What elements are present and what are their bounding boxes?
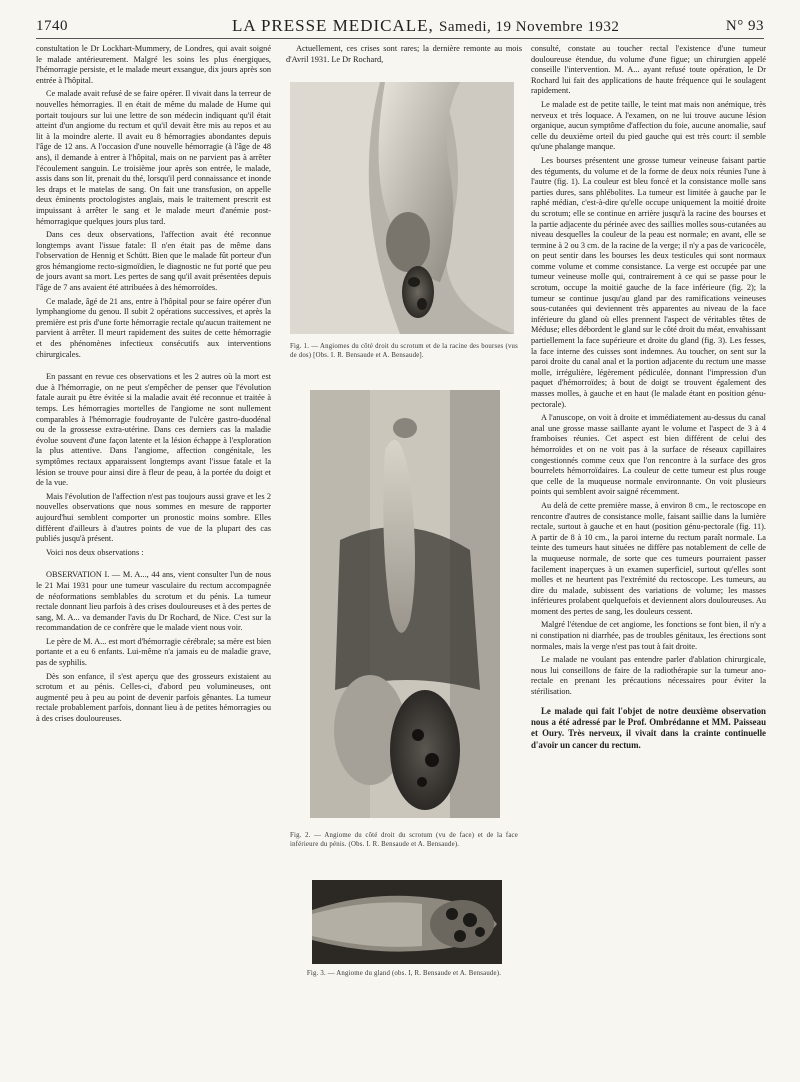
paragraph: consulté, constate au toucher rectal l'existence d'une tumeur douloureuse étendue, du volume d'une figue; un chirurgien appelé conseille l'intervention. M. A... ayant refusé toute opération, le Dr Rochard lui fait des applications de haute fréquence qui le soulagent rapidement. <box>531 44 766 96</box>
paragraph: Le malade qui fait l'objet de notre deuxième observation nous a été adressé par le Prof. Ombrédanne et MM. Paisseau et Oury. Très nerveux, il vivait dans la crainte continuelle d'avoir un cancer du rectum. <box>531 705 766 750</box>
paragraph: A l'anuscope, on voit à droite et immédiatement au-dessus du canal anal une grosse masse saillante ayant le volume et l'aspect de 3 à 4 framboises réunies. Cet aspect est bien différent de celui des hémorroïdes et on ne voit pas à la surface de réseaux capillaires congestionnés comme ceux que l'on rencontre à la surface des gros bourrelets hémorroïdaires. La couleur de cette tumeur est plus rouge que celle de la muqueuse normale environnante. On voit plusieurs points qui semblent avoir saigné récemment. <box>531 413 766 497</box>
journal-name: LA PRESSE MEDICALE, <box>232 16 434 35</box>
middle-intro-paragraph: Actuellement, ces crises sont rares; la dernière remonte au mois d'Avril 1931. Le Dr Rochard, <box>286 44 522 64</box>
paragraph: Le malade ne voulant pas entendre parler d'ablation chirurgicale, nous lui conseillons de faire de la radiothérapie sur la tumeur ano-rectale en prenant les précautions nécessaires pour éviter la stérilisation. <box>531 655 766 697</box>
figure-1-caption <box>290 343 518 360</box>
paragraph: Voici nos deux observations : <box>46 547 144 557</box>
figure-1-photo <box>290 82 514 334</box>
paragraph: Dès son enfance, il s'est aperçu que des grosseurs existaient au scrotum et au pénis. Celles-ci, d'abord peu volumineuses, ont augmenté peu à peu au point de devenir parfois gênantes. La tumeur rectale probablement parfois, donnant lieu à de petites hémorragies ou à des crises douloureuses. <box>36 671 271 724</box>
paragraph: Dans ces deux observations, l'affection avait été reconnue longtemps avant l'issue fatale: Il n'en était pas de même dans l'observation de Hennig et Schütt. Bien que le malade fût porteur d'un gros hémangiome recto-sigmoïdien, le diagnostic ne fut porté que peu de jours avant sa mort. Les pertes de sang qu'il avait présentées depuis l'âge de 7 ans avaient été attribuées à des hémorroïdes. <box>36 230 271 293</box>
left-column <box>36 44 271 1044</box>
paragraph: Ce malade, âgé de 21 ans, entre à l'hôpital pour se faire opérer d'un lymphangiome du genou. Il subit 2 opérations successives, et après la première est pris d'une forte hémorragie rectale qu'aucun traitement ne parvient à arrêter. Il meurt rapidement des suites de cette hémorragie et des phénomènes infectieux consécutifs aux interventions chirurgicales. <box>36 296 271 359</box>
paragraph: OBSERVATION I. — M. A..., 44 ans, vient consulter l'un de nous le 21 Mai 1931 pour une tumeur vasculaire du rectum accompagnée de néoformations semblables du scrotum et du pénis. La tumeur rectale donnant lieu parfois à des crises douloureuses et à des pertes de sang, M. A... va demander l'avis du Dr Rochard, de Nice. C'est sur la recommandation de ce confrère que le malade vient nous voir. <box>36 570 271 633</box>
page-number: 1740 <box>36 18 68 34</box>
paragraph: Malgré l'étendue de cet angiome, les fonctions se font bien, il n'y a ni constipation ni diarrhée, pas de troubles génitaux, les érections sont normales, mais la verge n'est pas tout à fait droite. <box>531 620 766 651</box>
paragraph: Les bourses présentent une grosse tumeur veineuse faisant partie des téguments, du volume et de la forme de deux noix réunies l'une à l'autre (fig. 1). La couleur est bleu foncé et la consistance molle sans parties dures, sans phlébolites. La tumeur est limitée à gauche par le raphé médian, c'est-à-dire qu'elle occupe uniquement la moitié droite du scrotum; elle se continue en arrière jusqu'à la racine des bourses et la partie adjacente du périnée avec des saillies molles sous-cutanées au niveau desquelles la couleur de la peau est normale; en avant, elle se termine à 2 ou 3 cm. de la racine de la verge; il n'y a pas de varicocèle, on peut sentir dans les bourses les deux testicules qui sont normaux comme volume et comme consistance. La verge est occupée par une tumeur veineuse molle qui, contrairement à ce qui se passe pour le scrotum, occupe la moitié gauche de la face inférieure (fig. 2); la tumeur se continue jusqu'au gland par des ramifications veineuses sous-cutanées qui deviennent très apparentes au niveau de la face inférieure du gland où elles prennent l'aspect de véritables têtes de Méduse; elles débordent le gland sur le côté droit du méat, envahissant partiellement la face supérieure et droite du gland (fig. 3). Les fesses, la face interne des cuisses sont indemnes. Au toucher, on sent sur la paroi droite du canal anal et la portion adjacente du rectum une masse molle, irrégulière, légèrement pédiculée, donnant l'impression d'un paquet d'hémorroïdes; à bout de doigt se trouvent également des masses molles, à gauche et en haut (le malade étant en position génu-pectorale). <box>531 155 766 409</box>
middle-column-text <box>286 44 522 65</box>
figure-3-photo <box>312 880 502 964</box>
paragraph: Le père de M. A... est mort d'hémorragie cérébrale; sa mère est bien portante et a eu 6 enfants. Lui-même n'a jamais eu de maladie grave, pas de syphilis. <box>36 636 271 668</box>
figure-3-caption <box>298 970 510 979</box>
running-header <box>36 16 764 38</box>
figure-3-caption-text: Fig. 3. — Angiome du gland (obs. I, R. Bensaude et A. Bensaude). <box>306 970 502 977</box>
header-rule <box>36 38 764 39</box>
issue-number: N° 93 <box>725 18 764 34</box>
paragraph: En passant en revue ces observations et les 2 autres où la mort est due à l'hémorragie, on ne peut s'empêcher de penser que l'évolution fatale aurait pu être évitée si la maladie avait été reconnue et traitée à temps. Les hémorragies mortelles de l'angiome ne sont nullement comparables à l'hémorragie foudroyante de l'ulcère gastro-duodénal ou de la grossesse extra-utérine. Dans ces derniers cas la maladie évolue souvent d'une façon latente et la lésion échappe à l'exploration la plus attentive. Dans l'angiome, affection congénitale, les symptômes rectaux apparaissent longtemps avant l'issue fatale et la lésion se trouve pour ainsi dire à fleur de peau, à la portée du doigt et de la vue. <box>36 372 271 488</box>
figure-2-caption <box>290 832 518 849</box>
paragraph: Ce malade avait refusé de se faire opérer. Il vivait dans la terreur de nouvelles hémorragies. Il en était de même du malade de Hume qui portait toujours sur lui une lettre de son médecin indiquant qu'il était atteint d'un angiome du rectum et qu'il devait être mis au repos et au lit à la moindre alerte. Il avait eu 8 hémorragies abondantes depuis l'âge de 12 ans. A l'occasion d'une nouvelle hémorragie (à l'âge de 48 ans), il demande à entrer à l'hôpital, mais on ne parvient pas à arrêter l'écoulement sanguin. Le troisième jour après son entrée, le malade, assis dans son lit, prenait du thé, lorsqu'il perd connaissance et inonde les draps et le matelas de sang. On fait une transfusion, on appelle deux éminents proctologistes anglais, mais le traitement prescrit est impuissant à arrêter le sang et le malade meurt d'anémie post-hémorragique quelques jours plus tard. <box>36 89 271 226</box>
issue-date: Samedi, 19 Novembre 1932 <box>439 19 620 35</box>
paragraph: Le malade est de petite taille, le teint mat mais non anémique, très nerveux et très loquace. A l'examen, on ne lui trouve aucune lésion organique, aucun symptôme d'affection du foie, aucune anomalie, sauf celle du deuxième orteil du pied gauche qui est très court: il semble qu'une phalange manque. <box>531 99 766 152</box>
figure-2-caption-text: Fig. 2. — Angiome du côté droit du scrotum (vu de face) et de la face inférieure du pénis. (Obs. I. R. Bensaude et A. Bensaude). <box>290 832 518 848</box>
paragraph: Mais l'évolution de l'affection n'est pas toujours aussi grave et les 2 nouvelles observations que nous sommes en mesure de rapporter aujourd'hui semblent comporter un pronostic moins sombre. Elles diffèrent d'ailleurs à d'autres points de vue de la plupart des cas publiés jusqu'à présent. <box>36 491 271 544</box>
journal-title <box>232 16 619 36</box>
figure-1-caption-text: Fig. 1. — Angiomes du côté droit du scrotum et de la racine des bourses (vus de dos) [Obs. I. R. Bensaude et A. Bensaude]. <box>290 343 518 359</box>
right-column <box>531 44 766 1044</box>
figure-2-photo <box>310 390 500 818</box>
paragraph: Au delà de cette première masse, à environ 8 cm., le rectoscope en rencontre d'autres de consistance molle, faisant saillie dans la lumière rectale, surtout à gauche et en haut (position génu-pectorale (fig. 11). A partir de 8 à 10 cm., la paroi interne du rectum paraît normale. La teinte des tumeurs haut situées ne diffère pas notablement de celle de la muqueuse normale, de sorte que ces tumeurs pourraient passer facilement inaperçues à un examen superficiel, surtout qu'elles sont molles et ne heurtent pas l'extrémité du rectoscope. Les tumeurs, au dire du malade, subissent des variations de volume; les masses inférieures prolabent quelquefois et deviennent alors douloureuses. Au moment des pertes de sang, les douleurs cessent. <box>531 500 766 616</box>
paragraph: constultation le Dr Lockhart-Mummery, de Londres, qui avait soigné le malade antérieurement. Malgré les soins les plus énergiques, l'hémorragie persiste, et le malade meurt exsangue, dix jours après son entrée à l'hôpital. <box>36 44 271 85</box>
